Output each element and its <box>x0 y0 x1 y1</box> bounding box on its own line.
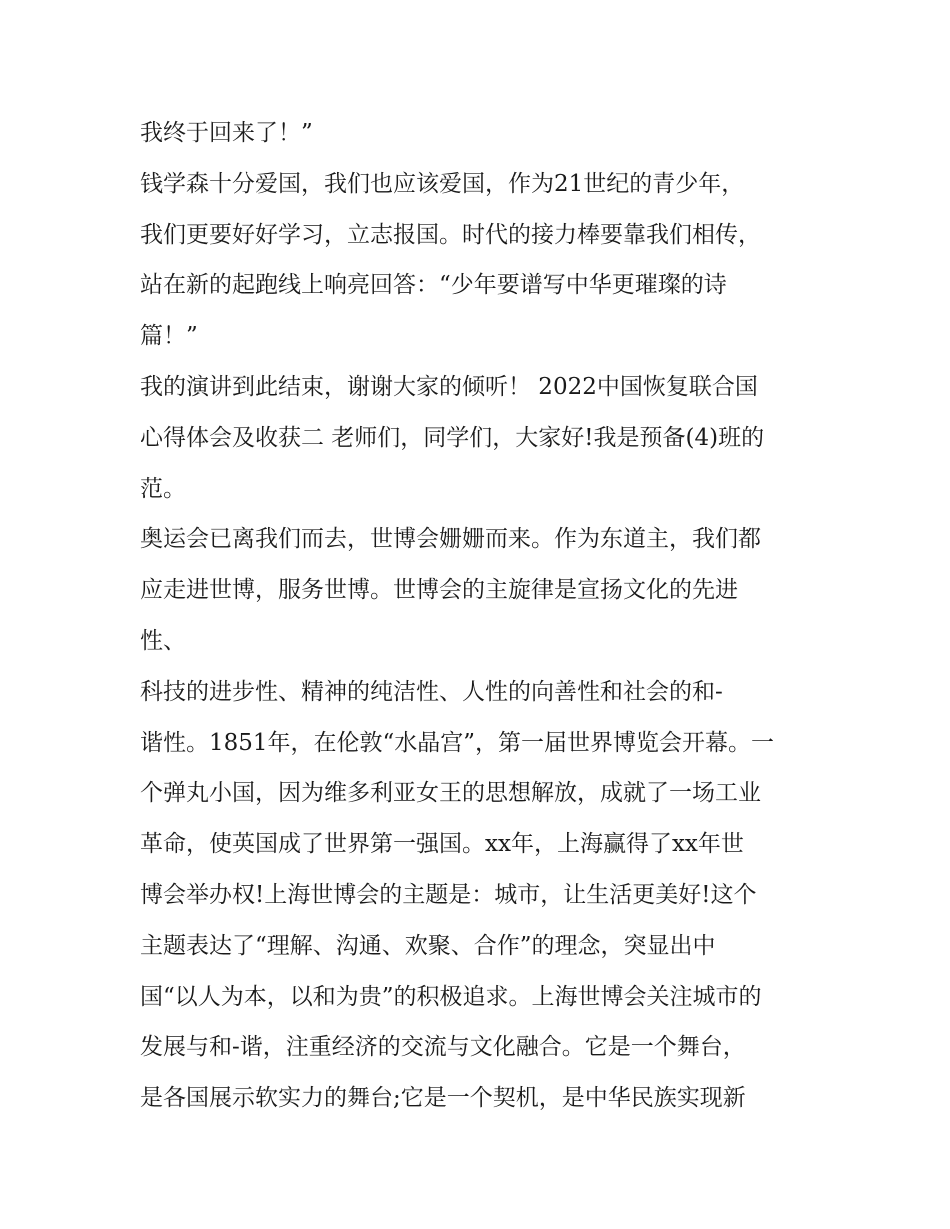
text-line: 篇！” <box>140 323 198 350</box>
text-line: 我们更要好好学习，立志报国。时代的接力棒要靠我们相传， <box>140 221 761 248</box>
text-line: 性、 <box>140 627 186 654</box>
text-line: 主题表达了“理解、沟通、欢聚、合作”的理念，突显出中 <box>140 932 716 959</box>
text-line: 我的演讲到此结束，谢谢大家的倾听！ 2022中国恢复联合国 <box>140 373 758 400</box>
text-line: 站在新的起跑线上响亮回答：“少年要谱写中华更璀璨的诗 <box>140 272 727 299</box>
text-line: 革命，使英国成了世界第一强国。xx年，上海赢得了xx年世 <box>140 831 744 858</box>
body-text <box>140 108 840 1124</box>
text-line: 是各国展示软实力的舞台;它是一个契机，是中华民族实现新 <box>140 1085 746 1112</box>
text-line: 我终于回来了！” <box>140 120 313 146</box>
text-line: 发展与和-谐，注重经济的交流与文化融合。它是一个舞台， <box>140 1034 746 1061</box>
text-line: 谐性。1851年，在伦敦“水晶宫”，第一届世界博览会开幕。一 <box>140 729 775 756</box>
text-line: 奥运会已离我们而去，世博会姗姗而来。作为东道主，我们都 <box>140 526 761 553</box>
text-line: 心得体会及收获二 老师们，同学们，大家好!我是预备(4)班的 <box>140 424 765 451</box>
text-line: 博会举办权!上海世博会的主题是：城市，让生活更美好!这个 <box>140 881 757 908</box>
text-line: 范。 <box>140 475 186 502</box>
text-line: 国“以人为本，以和为贵”的积极追求。上海世博会关注城市的 <box>140 983 762 1010</box>
text-line: 钱学森十分爱国，我们也应该爱国，作为21世纪的青少年， <box>140 170 745 197</box>
text-line: 应走进世博，服务世博。世博会的主旋律是宣扬文化的先进 <box>140 577 738 604</box>
text-line: 科技的进步性、精神的纯洁性、人性的向善性和社会的和- <box>140 678 723 705</box>
text-line: 个弹丸小国，因为维多利亚女王的思想解放，成就了一场工业 <box>140 780 761 807</box>
